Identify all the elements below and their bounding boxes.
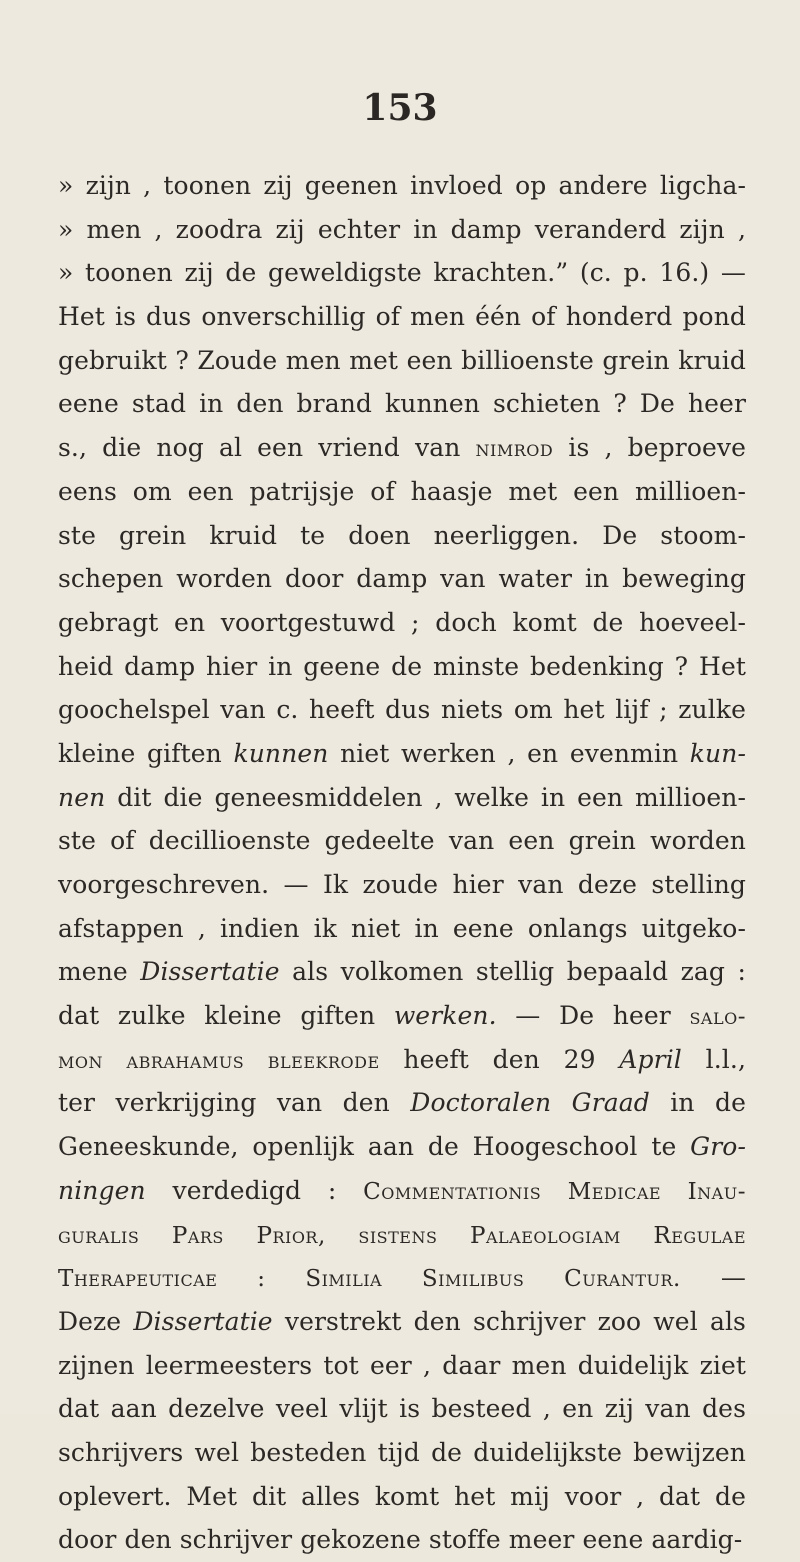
text-run: schepen worden door damp van water in beweging xyxy=(58,564,746,594)
text-run: » men , zoodra zij echter in damp veranderd zijn , xyxy=(58,214,746,244)
text-run: gebragt en voortgestuwd ; doch komt de hoeveel- xyxy=(58,607,746,637)
italic-text: Dissertatie xyxy=(140,957,280,987)
text-run: verstrekt den schrijver zoo wel als xyxy=(272,1306,746,1336)
text-run: in de xyxy=(649,1088,747,1118)
text-run: » toonen zij de geweldigste krachten.” (c. p. 16.) — xyxy=(58,258,746,288)
text-run: door den schrijver gekozene stoffe meer eene aardig- xyxy=(58,1525,743,1555)
text-run: zijnen leermeesters tot eer , daar men duidelijk ziet xyxy=(58,1350,746,1380)
text-line xyxy=(58,1344,746,1388)
text-line xyxy=(58,164,746,208)
text-run: gebruikt ? Zoude men met een billioenste grein kruid xyxy=(58,345,746,375)
text-run: verdedigd : xyxy=(145,1175,364,1205)
text-run: — De heer xyxy=(496,1001,690,1031)
text-line xyxy=(58,1169,746,1213)
small-caps-text: mon abrahamus bleekrode xyxy=(58,1047,380,1074)
text-run: eene stad in den brand kunnen schieten ? De heer xyxy=(58,389,746,419)
text-run: Deze xyxy=(58,1306,134,1336)
text-line xyxy=(58,1475,746,1519)
text-line xyxy=(58,470,746,514)
text-run: s., die nog al een vriend van xyxy=(58,433,476,463)
text-run: » zijn , toonen zij geenen invloed op andere ligcha- xyxy=(58,171,746,200)
text-run: ste grein kruid te doen neerliggen. De stoom- xyxy=(58,520,746,550)
text-line xyxy=(58,514,746,558)
italic-text: kun- xyxy=(689,738,746,768)
text-line xyxy=(58,1300,746,1344)
small-caps-text: nimrod xyxy=(475,436,554,463)
text-line xyxy=(58,907,746,951)
italic-text: April xyxy=(619,1044,682,1074)
text-line xyxy=(58,295,746,339)
small-caps-text: guralis Pars Prior, sistens Palaeologiam Regulae xyxy=(58,1222,746,1249)
text-run: voorgeschreven. — Ik zoude hier van deze stelling xyxy=(58,870,746,899)
text-line xyxy=(58,645,746,689)
italic-text: Doctoralen Graad xyxy=(410,1088,650,1118)
text-run: Het is dus onverschillig of men één of honderd pond xyxy=(58,302,746,332)
italic-text: Gro- xyxy=(690,1132,746,1162)
small-caps-text: Commentationis Medicae Inau- xyxy=(363,1178,746,1205)
text-run: oplevert. Met dit alles komt het mij voor , dat de xyxy=(58,1481,746,1511)
body-text xyxy=(58,164,746,1562)
text-line xyxy=(58,994,746,1038)
text-line xyxy=(58,1256,746,1300)
text-line xyxy=(58,208,746,252)
text-run: afstappen , indien ik niet in eene onlangs uitgeko- xyxy=(58,913,746,943)
text-run: eens om een patrijsje of haasje met een millioen- xyxy=(58,476,746,506)
text-line xyxy=(58,251,746,295)
text-run: l.l., xyxy=(681,1044,746,1074)
italic-text: ningen xyxy=(58,1175,146,1205)
text-run: — xyxy=(680,1263,746,1293)
text-line xyxy=(58,732,746,776)
text-run: niet werken , en evenmin xyxy=(328,738,690,768)
italic-text: Dissertatie xyxy=(133,1306,273,1336)
text-line xyxy=(58,426,746,470)
text-line xyxy=(58,382,746,426)
text-run: dat aan dezelve veel vlijt is besteed , en zij van des xyxy=(58,1394,746,1424)
text-run: is , beproeve xyxy=(553,433,746,463)
text-line xyxy=(58,1081,746,1125)
text-run: kleine giften xyxy=(58,738,234,768)
text-run: goochelspel van c. heeft dus niets om het lijf ; zulke xyxy=(58,695,746,725)
text-run: ter verkrijging van den xyxy=(58,1088,411,1118)
text-line xyxy=(58,1387,746,1431)
text-line xyxy=(58,950,746,994)
text-line xyxy=(58,688,746,732)
page-number: 153 xyxy=(362,87,438,129)
text-line xyxy=(58,776,746,820)
italic-text: werken. xyxy=(393,1001,497,1031)
text-run: als volkomen stellig bepaald zag : xyxy=(279,957,746,987)
text-run: dat zulke kleine giften xyxy=(58,1001,394,1031)
text-run: Geneeskunde, openlijk aan de Hoogeschool te xyxy=(58,1132,691,1162)
text-run: mene xyxy=(58,957,141,987)
text-line xyxy=(58,1518,746,1562)
italic-text: nen xyxy=(58,782,106,812)
text-line xyxy=(58,1125,746,1169)
text-line xyxy=(58,557,746,601)
text-run: dit die geneesmiddelen , welke in een millioen- xyxy=(105,782,746,812)
text-line xyxy=(58,339,746,383)
text-line xyxy=(58,863,746,907)
small-caps-text: Therapeuticae : Similia Similibus Curantur. xyxy=(58,1266,681,1293)
text-run: schrijvers wel besteden tijd de duidelijkste bewijzen xyxy=(58,1437,746,1467)
text-line xyxy=(58,1213,746,1257)
text-line xyxy=(58,1431,746,1475)
text-line xyxy=(58,819,746,863)
text-line xyxy=(58,1038,746,1082)
text-run: ste of decillioenste gedeelte van een grein worden xyxy=(58,826,746,856)
text-run: heeft den 29 xyxy=(379,1044,620,1074)
text-line xyxy=(58,601,746,645)
small-caps-text: salo- xyxy=(689,1004,746,1031)
text-run: heid damp hier in geene de minste bedenking ? Het xyxy=(58,651,746,681)
italic-text: kunnen xyxy=(233,738,329,768)
